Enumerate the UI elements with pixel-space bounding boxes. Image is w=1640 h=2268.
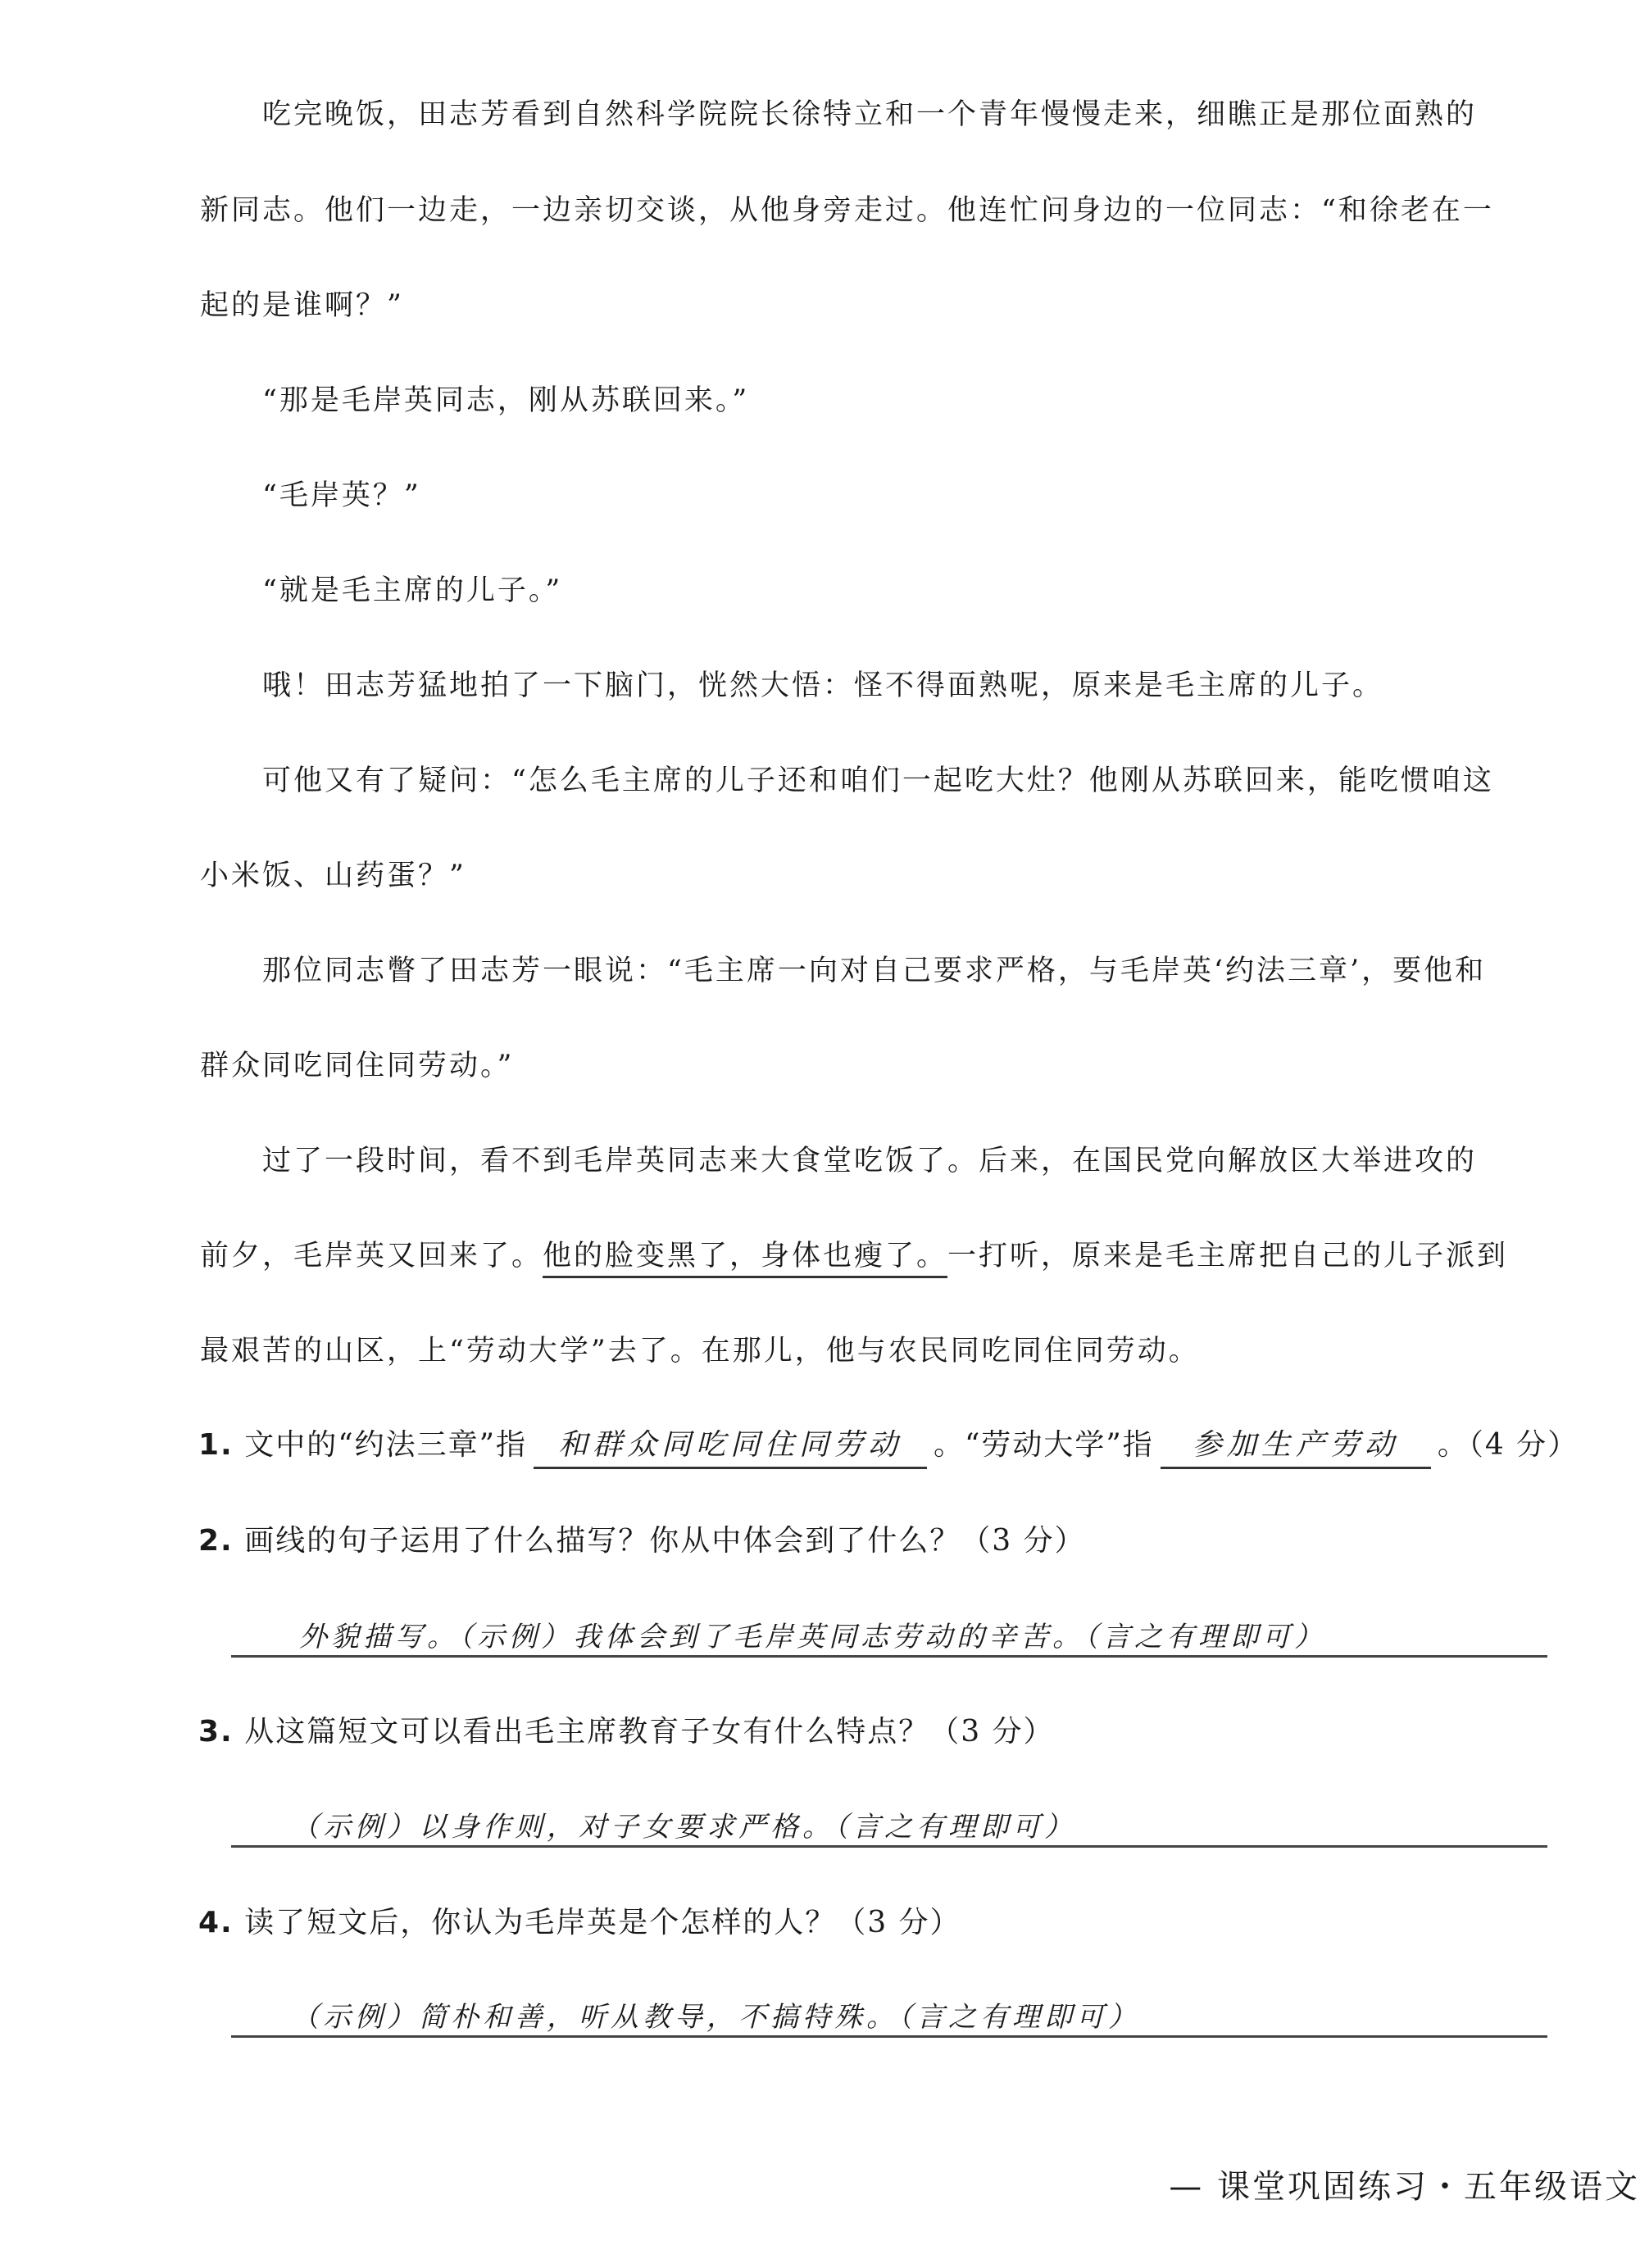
q2-answer: 外貌描写。（示例）我体会到了毛岸英同志劳动的辛苦。（言之有理即可）	[299, 1621, 1326, 1653]
question-1: 1. 文中的“约法三章”指 和群众同吃同住同劳动 。“劳动大学”指 参加生产劳动 。（4 分）	[198, 1422, 1579, 1469]
passage-line: 前夕，毛岸英又回来了。他的脸变黑了，身体也瘦了。一打听，原来是毛主席把自己的儿子派到	[0, 1242, 1640, 1278]
q4-answer-line	[231, 2035, 1547, 2038]
q3-answer-line	[231, 1845, 1547, 1848]
passage-line: 过了一段时间，看不到毛岸英同志来大食堂吃饭了。后来，在国民党向解放区大举进攻的	[262, 1145, 1478, 1177]
page-footer: — 课堂巩固练习・五年级语文	[1169, 2168, 1640, 2206]
passage-line: “那是毛岸英同志，刚从苏联回来。”	[262, 384, 750, 417]
question-2: 2. 画线的句子运用了什么描写？你从中体会到了什么？（3 分）	[198, 1524, 1086, 1558]
passage-line: “毛岸英？”	[262, 479, 421, 512]
passage-line: 可他又有了疑问：“怎么毛主席的儿子还和咱们一起吃大灶？他刚从苏联回来，能吃惯咱这	[262, 764, 1494, 797]
passage-line: 最艰苦的山区，上“劳动大学”去了。在那儿，他与农民同吃同住同劳动。	[200, 1335, 1200, 1368]
q3-answer: （示例）以身作则，对子女要求严格。（言之有理即可）	[291, 1811, 1076, 1844]
q4-answer: （示例）简朴和善，听从教导，不搞特殊。（言之有理即可）	[291, 2001, 1140, 2034]
passage-line: 群众同吃同住同劳动。”	[200, 1050, 515, 1082]
passage-line: 小米饭、山药蛋？”	[200, 860, 466, 892]
passage-line: 哦！田志芳猛地拍了一下脑门，恍然大悟：怪不得面熟呢，原来是毛主席的儿子。	[262, 669, 1384, 702]
question-3: 3. 从这篇短文可以看出毛主席教育子女有什么特点？（3 分）	[198, 1715, 1055, 1749]
passage-line: 新同志。他们一边走，一边亲切交谈，从他身旁走过。他连忙问身边的一位同志：“和徐老在一	[200, 194, 1494, 227]
q1-blank-b: 参加生产劳动	[1161, 1422, 1431, 1469]
question-4: 4. 读了短文后，你认为毛岸英是个怎样的人？（3 分）	[198, 1906, 961, 1939]
passage-line: “就是毛主席的儿子。”	[262, 574, 563, 607]
q2-answer-line	[231, 1655, 1547, 1658]
passage-line: 那位同志瞥了田志芳一眼说：“毛主席一向对自己要求严格，与毛岸英‘约法三章’，要他和	[262, 955, 1487, 987]
passage-line: 起的是谁啊？”	[200, 289, 404, 322]
passage-line: 吃完晚饭，田志芳看到自然科学院院长徐特立和一个青年慢慢走来，细瞧正是那位面熟的	[262, 98, 1478, 131]
underlined-sentence: 他的脸变黑了，身体也瘦了。	[543, 1242, 947, 1278]
q1-blank-a: 和群众同吃同住同劳动	[534, 1422, 927, 1469]
